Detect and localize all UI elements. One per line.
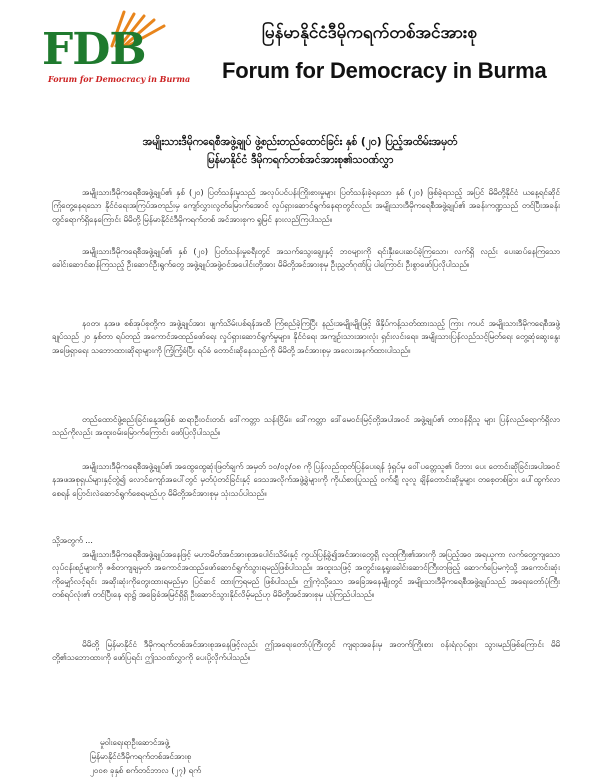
paragraph-2: အမျိုးသားဒီမိုကရေစီအဖွဲ့ချုပ်၏ နှစ် (၂၀) ပြတ်သန်းမှုခရီးတွင် အသက်သွေးချွေးနှင့် ဘဝများကို ရင်းနှီးပေးဆပ်ခဲ့ကြသော၊ လက်ရှိ လည်း ပေးဆပ်နေကြသော ခေါင်းဆောင်ဆန်ကြသည့် ဦးဆောင်ဦးရွက်တွေ အဖွဲ့ချုပ်အဖွဲ့ဝင်အပေါင်းတို့အား မိမိတို့အင်အားစုမှ ဦးညွှတ်ဂုဏ်ပြု ပါကြောင်း ဦးစွာဖော်ပြလိုပါသည်။ xyxy=(52,247,560,270)
paragraph-1: အမျိုးသားဒီမိုကရေစီအဖွဲ့ချုပ်၏ နှစ် (၂၀) ပြတ်သန်းမှုသည် အလုပ်ပင်ပန်းကြိုးစားမှုများ ပြတ်သန်းခဲ့ရသော နှစ် (၂၀) ဖြစ်ခဲ့ရသည့် အပြင် မိမိတို့နိုင်ငံ ယနေ့ရင်ဆိုင်ကြုံတွေ့နေရသော နိုင်ငံရေးအကြပ်အတည်းမှ ကျော်လွှားလွတ်မြောက်အောင် လှုပ်ရှားဆောင်ရွက်နေရာတွင်လည်း အမျိုးသားဒီမိုကရေစီအဖွဲ့ချုပ်၏ အခန်းကဏ္ဍသည် တင်ပြီးအခန်းတွင်ရောက်ရှိနေကြောင်း မိမိတို့ မြန်မာနိုင်ငံဒီမိုကရက်တစ် အင်အားစုက ရှုမြင် နားလည်ကြပါသည်။ xyxy=(52,188,560,224)
paragraph-4: တည်ထောင်ဖွဲ့စည်းခြင်းနေ့အဖြစ် ဆရာဦးဝင်းတင်၊ ဒေါ်ကတ္တာ သန်းငြိမ်း၊ ဒေါ်ကတ္တာ ဒေါ်မေဝင်းမြင့်တို့အပါအဝင် အဖွဲ့ချုပ်၏ တာဝန်ရှိသူ များ ပြန်လည်ရောက်ရှိလာသည်ကိုလည်း အထူးဝမ်းမြောက်ကြောင်း ဖော်ပြလိုပါသည်။ xyxy=(52,415,560,438)
document-title-line-1: အမျိုးသားဒီမိုကရေစီအဖွဲ့ချုပ် ဖွဲ့စည်းတည်ထောင်ခြင်း နှစ် (၂၀) ပြည့်အထိမ်းအမှတ် xyxy=(142,136,458,148)
signature-line-1: မှုဝါးရေးရာဦးဆောင်အဖွဲ့ xyxy=(100,738,170,747)
signature-line-2: မြန်မာနိုင်ငံဒီမိုကရက်တစ်အင်အားစု xyxy=(90,752,192,761)
document-title-line-2: မြန်မာနိုင်ငံ ဒီမိုကရက်တစ်အင်အားစု၏သဝဏ်လွှာ xyxy=(206,154,394,166)
signature-date: ၂၀၀၈ ခုနှစ် စက်တင်ဘာလ (၂၇) ရက် xyxy=(90,766,201,775)
paragraph-7: မိမိတို့ မြန်မာနိုင်ငံ ဒီမိုကရက်တစ်အင်အားစုအနေဖြင့်လည်း ဤအရေးတော်ပုံကြီးတွင် ကျရာအခန်းမှ အတက်ကြိုးစား ဝန်းရံလုပ်ရှား သွားမည်ဖြစ်ကြောင်း မိမိတို့၏သဘောထားကို ဖော်ပြရင်း ဤသဝဏ်လွှာကို ပေးပို့လိုက်ပါသည်။ xyxy=(52,640,560,663)
org-name-english: Forum for Democracy in Burma xyxy=(222,58,547,83)
paragraph-6-lead: သို့အတွက် ... xyxy=(52,536,93,545)
paragraph-6: အမျိုးသားဒီမိုကရေစီအဖွဲ့ချုပ်အနေဖြင့် မဟာမိတ်အင်အားစုအပေါင်းသိမ်းနှင့် ကွယ်ပြန့်ခွဲ၍အင်အားတွေရှိ လူထုကြီး၏အားကို အပြည့်အဝ အရယူကာ လက်တွေ့ကျသော လုပ်ငန်းစဉ်များကို ဇစ်တကျချမှတ် အကောင်အထည်ဖော်ဆောင်ရွက်သွားရမည်ဖြစ်ပါသည်။ အထူးသဖြင့် အတွင်းနေ့ရှုးခေါင်းဆောင်ကြီးတဖြည့် ဆောက်ပြေမကဲ့သို့ အကောင်းဆုံးကိုမျှော်လင့်ရင်း အဆိုးဆုံးကိုတွေးထားရမည်မှာ ပြင်ဆင် ထားကြရမည် ဖြစ်ပါသည်။ ဤကဲ့သို့သော အခြေအနေမျိုးတွင် အမျိုးသားဒီမိုကရေစီအဖွဲ့ချုပ်သည် အရေးတော်ပုံကြီး တစ်ရပ်လုံး၏ တင်ပြီးနေ ရာ၌ အခြေခံအမြင်ရှိရှိ ဦးဆောင်သွားနိုင်လိမ့်မည်ဟု မိမိတို့အင်အားစုမှ ယုံကြည်ပါသည်။ xyxy=(52,550,560,600)
paragraph-3: နဝတ၊ နအဖ စစ်အုပ်စုတို့က အဖွဲ့ချုပ်အား ဖျက်သိမ်းပစ်ရန်အထိ ကြံစည်ခဲ့ကြပြီး နည်းအမျိုးမျိုးဖြင့် ဖိနှိပ်ကန့်သတ်ထားသည့် ကြား ကပင် အမျိုးသားဒီမိုကရေစီအဖွဲ့ချုပ်သည် ၂၀ နှစ်တာ ရပ်တည် အကောင်အထည်ဖော်ရေး လှုပ်ရှားဆောင်ရွက်မှုများ၊ နိုင်ငံရေး အကျဉ်းသားအားလုံး ရှင်းလင်းရေး၊ အမျိုးသားပြန်လည်သင့်မြတ်ရေး တွေ့ဆုံဆွေးနွေးအဖြေရှာရေး သဘောထားဆိုရာများကို ကြံ့ကြံ့ခံပြီး ရပ်ခံ တောင်းဆိုနေသည်ကို မိမိတို့ အင်အားစုမှ အလေးအနက်ထားပါသည်။ xyxy=(52,319,560,355)
logo-text: FDB xyxy=(42,24,146,75)
logo-subtitle: Forum for Democracy in Burma xyxy=(48,74,191,84)
fdb-logo xyxy=(34,8,191,88)
org-name-myanmar: မြန်မာနိုင်ငံဒီမိုကရက်တစ်အင်အားစု xyxy=(262,23,477,43)
paragraph-5: အမျိုးသားဒီမိုကရေစီအဖွဲ့ချုပ်၏ အထွေထွေဆုံးဖြတ်ချက် အမှတ် ၁၀/၀၃/၀၈ ကို ပြန်လည်ထုတ်ပြန်ပေးရန် ဒုံရှပ်မှ ဝေါ်ပတ္တေသူ၏ ပိဘား ပေး တောင်းဆိုခြင်းအပါအဝင် နအဖအစုရှယ်များနှင့်တွဲ၍ လောင်ကျော်အပေါ်တွင် မှတ်ပုံတင်ခြင်းနှင့် ဒေသအလိုက်အဖွဲ့ခွဲများကို ကိုယ်စားပြုသည့် ဝက်ချီ လူလူ ချိန်တောင်းဆိုမှုများ တစေ့တစ်ခြား ပေါ်ထွက်လာစေရန် ပြောင်းလဲဆောင်ရွက်စေရမည်ဟု မိမိတို့အင်အားစုမှ သုံးသပ်ပါသည်။ xyxy=(52,462,560,498)
